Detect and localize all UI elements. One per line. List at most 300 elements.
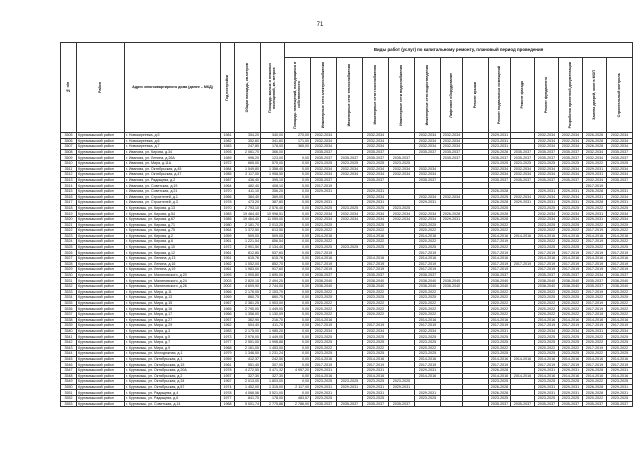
cell-work-period: 2032-2034 (607, 138, 633, 144)
cell-address: г. Куртамыш, ул. Октябрьская, д.15 (125, 362, 221, 368)
cell-work-period: 2014-2016 (489, 356, 511, 362)
cell-district: Куртамышский район (77, 183, 125, 189)
cell-work-period: 0,00 (285, 228, 311, 234)
cell-address: г. Куртамыш, ул. Малиновского, д.26 (125, 284, 221, 290)
cell-total-area: 615,76 (235, 256, 261, 262)
cell-work-period: 2029-2031 (535, 390, 559, 396)
cell-work-period: 2029-2031 (535, 367, 559, 373)
cell-address: г. Новокиреевка, д.7 (125, 144, 221, 150)
cell-year: 1983 (221, 211, 235, 217)
cell-total-area: 473,20 (235, 200, 261, 206)
cell-work-period: 2035-2037 (535, 401, 559, 407)
cell-work-period: 2017-2019 (583, 289, 607, 295)
cell-work-period: 2032-2034 (607, 172, 633, 178)
cell-work-period: 2032-2034 (363, 194, 389, 200)
cell-work-period: 2020-2022 (583, 339, 607, 345)
cell-work-period: 2020-2022 (415, 300, 441, 306)
cell-row-no: 3511 (61, 166, 77, 172)
cell-work-period: 2029-2031 (607, 200, 633, 206)
cell-work-period: 2023-2025 (559, 205, 583, 211)
cell-work-period: 2023-2025 (489, 205, 511, 211)
cell-work-period: 2023-2025 (311, 351, 337, 357)
cell-work-period: 2029-2031 (337, 384, 363, 390)
cell-work-period: 2029-2031 (535, 200, 559, 206)
cell-work-period: 483,57 (285, 395, 311, 401)
cell-work-period: 0,00 (285, 317, 311, 323)
cell-work-period: 0,00 (285, 390, 311, 396)
cell-address: г. Куртамыш, ул. Кирова, д.10 (125, 244, 221, 250)
cell-row-no: 3550 (61, 384, 77, 390)
cell-work-period: 2014-2016 (415, 356, 441, 362)
cell-work-period: 2038-2040 (489, 278, 511, 284)
cell-work-period: 2020-2022 (559, 300, 583, 306)
cell-work-period: 2020-2022 (489, 306, 511, 312)
cell-work-period: 2029-2031 (559, 200, 583, 206)
cell-total-area: 352,60 (235, 138, 261, 144)
table-row (61, 216, 633, 222)
cell-address: г. Куртамыш, ул. Радищева, д.4 (125, 390, 221, 396)
cell-residential-area: 1 358,40 (261, 166, 285, 172)
cell-work-period: 2026-2028 (583, 188, 607, 194)
cell-district: Куртамышский район (77, 133, 125, 139)
cell-work-period: 2017-2019 (511, 261, 535, 267)
cell-address: г. Иванова, ул. Строителей, д.1 (125, 194, 221, 200)
cell-work-period: 2017-2019 (363, 267, 389, 273)
cell-row-no: 3507 (61, 144, 77, 150)
cell-work-period: 2029-2031 (311, 367, 337, 373)
cell-work-period: 0,00 (285, 356, 311, 362)
cell-work-period: 2035-2037 (441, 149, 463, 155)
cell-total-area: 19 464,40 (235, 216, 261, 222)
cell-residential-area: 178,00 (261, 395, 285, 401)
cell-work-period: 2029-2031 (363, 367, 389, 373)
cell-work-period: 2023-2025 (535, 334, 559, 340)
cell-work-period: 2017-2019 (535, 267, 559, 273)
cell-work-period: 2029-2031 (363, 200, 389, 206)
cell-year: 1968 (221, 401, 235, 407)
cell-district: Куртамышский район (77, 166, 125, 172)
cell-work-period: 2017-2019 (363, 261, 389, 267)
cell-work-period: 2032-2034 (441, 138, 463, 144)
cell-work-period: 2017-2019 (583, 312, 607, 318)
cell-residential-area: 860,75 (261, 295, 285, 301)
cell-total-area: 2 551,00 (235, 339, 261, 345)
cell-work-period: 0,00 (285, 239, 311, 245)
cell-year: 1961 (221, 239, 235, 245)
cell-work-period: 2035-2037 (607, 401, 633, 407)
cell-row-no: 3547 (61, 367, 77, 373)
cell-work-period: 2014-2016 (363, 356, 389, 362)
cell-work-period: 0,00 (285, 256, 311, 262)
cell-work-period: 2023-2025 (559, 295, 583, 301)
cell-total-area: 860,75 (235, 295, 261, 301)
cell-district: Куртамышский район (77, 222, 125, 228)
cell-row-no: 3524 (61, 239, 77, 245)
cell-work-period: 2023-2025 (311, 205, 337, 211)
cell-work-period: 2017-2019 (583, 323, 607, 329)
cell-district: Куртамышский район (77, 200, 125, 206)
cell-residential-area: 341,60 (261, 138, 285, 144)
cell-work-period: 2035-2037 (583, 401, 607, 407)
cell-work-period: 2032-2034 (311, 166, 337, 172)
cell-work-period: 0,00 (285, 373, 311, 379)
cell-year: 1983 (221, 328, 235, 334)
cell-work-period: 2020-2022 (583, 395, 607, 401)
cell-work-period: 2017-2019 (535, 362, 559, 368)
cell-district: Куртамышский район (77, 284, 125, 290)
cell-work-period: 2017-2019 (311, 362, 337, 368)
cell-work-period: 2035-2037 (559, 155, 583, 161)
cell-work-period: 2017-2019 (415, 267, 441, 273)
cell-address: г. Куртамыш, ул. Мира, д.7 (125, 339, 221, 345)
cell-work-period: 2032-2034 (607, 216, 633, 222)
cell-work-period: 2023-2025 (363, 205, 389, 211)
cell-row-no: 3549 (61, 379, 77, 385)
cell-district: Куртамышский район (77, 384, 125, 390)
cell-residential-area: 1 803,00 (261, 379, 285, 385)
cell-work-period: 0,00 (285, 295, 311, 301)
header-district: Район (77, 43, 125, 133)
cell-work-period: 0,00 (285, 362, 311, 368)
cell-work-period: 2023-2025 (311, 379, 337, 385)
cell-residential-area: 1 449,00 (261, 334, 285, 340)
cell-year: 1977 (221, 395, 235, 401)
cell-work-period: 2020-2022 (559, 345, 583, 351)
cell-row-no: 3517 (61, 200, 77, 206)
cell-district: Куртамышский район (77, 339, 125, 345)
cell-row-no: 3505 (61, 133, 77, 139)
cell-district: Куртамышский район (77, 239, 125, 245)
cell-work-period: 2032-2034 (535, 211, 559, 217)
cell-work-period: 2017-2019 (489, 323, 511, 329)
cell-work-period: 2020-2022 (415, 228, 441, 234)
cell-work-period: 2020-2022 (363, 228, 389, 234)
cell-work-period: 2032-2034 (311, 328, 337, 334)
cell-work-period: 2014-2016 (415, 233, 441, 239)
cell-year: 1966 (221, 194, 235, 200)
cell-work-period: 2032-2034 (535, 172, 559, 178)
cell-year: 1972 (221, 244, 235, 250)
cell-work-period: 2029-2031 (489, 133, 511, 139)
cell-row-no: 3551 (61, 390, 77, 396)
cell-work-period: 2035-2037 (607, 177, 633, 183)
cell-work-period: 2029-2031 (583, 194, 607, 200)
cell-work-period: 2023-2031 (489, 138, 511, 144)
cell-work-period: 2023-2025 (559, 244, 583, 250)
cell-row-no: 3553 (61, 401, 77, 407)
cell-district: Куртамышский район (77, 356, 125, 362)
cell-work-period: 2038-2040 (489, 284, 511, 290)
cell-work-period: 2014-2016 (511, 373, 535, 379)
cell-year: 1978 (221, 390, 235, 396)
cell-work-period: 2020-2022 (583, 379, 607, 385)
cell-total-area: 4 272,55 (235, 367, 261, 373)
cell-total-area: 327,30 (235, 373, 261, 379)
cell-work-period: 2023-2025 (535, 295, 559, 301)
cell-address: г. Иванова, ул. Октябрьская, д.45 (125, 166, 221, 172)
cell-year: 1967 (221, 300, 235, 306)
cell-residential-area: 1 903,00 (261, 300, 285, 306)
cell-work-period: 2014-2016 (559, 317, 583, 323)
cell-work-period: 2029-2031 (489, 328, 511, 334)
cell-work-period: 2017-2019 (415, 323, 441, 329)
cell-year: 1970 (221, 188, 235, 194)
cell-address: г. Иванова, ул. Ленина, д.26А (125, 155, 221, 161)
cell-work-period: 2020-2022 (607, 300, 633, 306)
cell-work-period: 2017-2019 (535, 250, 559, 256)
cell-work-period: 2026-2028 (489, 384, 511, 390)
cell-work-period: 2020-2022 (583, 244, 607, 250)
cell-work-period: 2017-2019 (607, 323, 633, 329)
cell-work-period: 2023-2025 (535, 222, 559, 228)
cell-work-period: 2014-2016 (489, 256, 511, 262)
cell-work-period (463, 401, 489, 407)
cell-work-period: 0,00 (285, 155, 311, 161)
cell-residential-area: 1 231,24 (261, 351, 285, 357)
cell-work-period: 2014-2016 (311, 317, 337, 323)
cell-work-period: 2029-2031 (363, 390, 389, 396)
cell-district: Куртамышский район (77, 300, 125, 306)
cell-work-period: 2035-2037 (311, 177, 337, 183)
cell-work-period: 2020-2022 (311, 306, 337, 312)
cell-work-period: 2023-2025 (363, 351, 389, 357)
cell-work-period: 2020-2022 (415, 239, 441, 245)
table-row (61, 155, 633, 161)
cell-work-period: 2032-2034 (559, 133, 583, 139)
cell-work-period: 2020-2022 (311, 312, 337, 318)
cell-address: г. Куртамыш, ул. Мира, д.16 (125, 306, 221, 312)
cell-work-period: 2032-2034 (415, 166, 441, 172)
cell-work-period: 2035-2037 (511, 155, 535, 161)
cell-work-period: 2017-2019 (489, 362, 511, 368)
cell-total-area: 2 013,00 (235, 379, 261, 385)
cell-work-period: 2020-2022 (311, 289, 337, 295)
cell-work-period: 2014-2016 (511, 356, 535, 362)
cell-work-period: 2023-2025 (559, 160, 583, 166)
cell-district: Куртамышский район (77, 289, 125, 295)
cell-work-period: 2032-2034 (363, 211, 389, 217)
cell-work-period: 2023-2025 (489, 379, 511, 385)
cell-work-period: 2014-2016 (607, 356, 633, 362)
cell-address: г. Куртамыш, ул. Ленина, д.13 (125, 256, 221, 262)
cell-address: г. Куртамыш, ул. Мира, д.17 (125, 312, 221, 318)
cell-residential-area: 11 059,00 (261, 216, 285, 222)
cell-row-no: 3536 (61, 306, 77, 312)
cell-work-period: 2035-2037 (489, 272, 511, 278)
cell-work-period: 2023-2025 (311, 339, 337, 345)
cell-work-period: 2029-2031 (415, 200, 441, 206)
cell-work-period: 2023-2025 (337, 160, 363, 166)
cell-work-period: 2014-2016 (607, 256, 633, 262)
cell-work-period: 2032-2034 (389, 216, 415, 222)
cell-row-no: 3521 (61, 222, 77, 228)
cell-work-period: 2029-2031 (559, 188, 583, 194)
cell-total-area: 1 356,00 (235, 312, 261, 318)
cell-work-period: 2035-2037 (535, 272, 559, 278)
cell-work-period: 2020-2022 (607, 289, 633, 295)
cell-work-period: 2032-2034 (415, 138, 441, 144)
cell-year: 1959 (221, 356, 235, 362)
cell-work-period: 2029-2031 (583, 211, 607, 217)
cell-address: г. Куртамыш, ул. Октябрьская, д.20А (125, 367, 221, 373)
cell-total-area: 2 901,50 (235, 244, 261, 250)
cell-residential-area: 340,00 (261, 133, 285, 139)
cell-work-period: 2020-2022 (489, 222, 511, 228)
cell-work-period: 2035-2037 (511, 177, 535, 183)
cell-work-period: 2023-2025 (363, 295, 389, 301)
cell-work-period: 2032-2034 (441, 194, 463, 200)
cell-work-period: 2029-2031 (607, 367, 633, 373)
cell-district: Куртамышский район (77, 317, 125, 323)
cell-work-period: 0,00 (285, 284, 311, 290)
cell-district: Куртамышский район (77, 244, 125, 250)
header-work-type: Площадь помещений, находящихся в собственности (285, 58, 311, 133)
cell-year: 2002 (221, 284, 235, 290)
cell-work-period: 0,00 (285, 160, 311, 166)
cell-year: 1981 (221, 133, 235, 139)
cell-work-period: 2032-2034 (311, 172, 337, 178)
cell-residential-area: 509,00 (261, 233, 285, 239)
cell-year: 1978 (221, 367, 235, 373)
cell-work-period: 2038-2040 (415, 284, 441, 290)
cell-total-area: 384,40 (235, 194, 261, 200)
cell-address: г. Куртамыш, ул. Кирова, д.6 (125, 239, 221, 245)
cell-work-period: 2032-2034 (583, 155, 607, 161)
cell-work-period: 2023-2025 (489, 339, 511, 345)
cell-residential-area: 1 130,00 (261, 312, 285, 318)
cell-work-period: 2038-2040 (311, 284, 337, 290)
cell-work-period: 2014-2016 (489, 233, 511, 239)
cell-row-no: 3509 (61, 155, 77, 161)
cell-work-period: 0,00 (285, 205, 311, 211)
cell-row-no: 3539 (61, 323, 77, 329)
table-row (61, 205, 633, 211)
cell-row-no: 3545 (61, 356, 77, 362)
cell-residential-area: 369,00 (261, 194, 285, 200)
cell-district: Куртамышский район (77, 177, 125, 183)
cell-work-period: 2014-2016 (415, 373, 441, 379)
cell-work-period: 2032-2034 (511, 166, 535, 172)
cell-work-period: 2032-2034 (363, 166, 389, 172)
cell-work-period: 2035-2037 (511, 401, 535, 407)
cell-work-period: 2020-2022 (489, 244, 511, 250)
cell-work-period: 2029-2031 (311, 200, 337, 206)
cell-year: 1989 (221, 155, 235, 161)
cell-residential-area: 1 985,20 (261, 328, 285, 334)
cell-address: г. Куртамыш, ул. Мира, д.11 (125, 289, 221, 295)
cell-residential-area: 395,10 (261, 177, 285, 183)
cell-work-period: 2035-2037 (511, 149, 535, 155)
cell-work-period: 2017-2019 (363, 362, 389, 368)
cell-work-period: 2032-2034 (607, 194, 633, 200)
cell-work-period: 2017-2019 (559, 250, 583, 256)
cell-work-period: 2014-2016 (311, 233, 337, 239)
cell-work-period: 2023-2025 (489, 351, 511, 357)
cell-work-period: 2032-2034 (583, 149, 607, 155)
cell-work-period: 0,00 (285, 289, 311, 295)
cell-work-period: 2023-2025 (607, 295, 633, 301)
cell-row-no: 3534 (61, 295, 77, 301)
cell-year: 1972 (221, 160, 235, 166)
cell-row-no: 3513 (61, 177, 77, 183)
cell-work-period: 0,00 (285, 200, 311, 206)
cell-work-period: 2017-2019 (559, 323, 583, 329)
cell-work-period: 2014-2016 (415, 256, 441, 262)
cell-district: Куртамышский район (77, 278, 125, 284)
cell-work-period: 0,00 (285, 250, 311, 256)
cell-address: г. Куртамыш, ул. Октябрьская, д.34 (125, 379, 221, 385)
cell-work-period: 2026-2028 (489, 200, 511, 206)
cell-year: 1993 (221, 149, 235, 155)
cell-address: г. Иванова, ул. Строителей, д.3 (125, 200, 221, 206)
cell-work-period: 2023-2025 (363, 160, 389, 166)
cell-address: г. Куртамыш, ул. Радищева, д.6 (125, 395, 221, 401)
cell-work-period: 2032-2034 (559, 216, 583, 222)
cell-district: Куртамышский район (77, 373, 125, 379)
cell-work-period: 2035-2037 (583, 284, 607, 290)
cell-work-period: 2023-2025 (489, 160, 511, 166)
cell-work-period: 2023-2025 (489, 334, 511, 340)
cell-work-period: 2017-2019 (607, 261, 633, 267)
cell-work-period: 2032-2034 (415, 216, 441, 222)
table-row (61, 172, 633, 178)
cell-residential-area: 408,10 (261, 183, 285, 189)
cell-residential-area: 327,30 (261, 373, 285, 379)
cell-work-period: 2029-2031 (559, 384, 583, 390)
table-row (61, 166, 633, 172)
cell-work-period: 2035-2037 (389, 155, 415, 161)
cell-work-period: 2017-2019 (489, 239, 511, 245)
cell-district: Куртамышский район (77, 390, 125, 396)
cell-work-period: 2032-2034 (559, 166, 583, 172)
cell-work-period: 2032-2034 (363, 172, 389, 178)
cell-total-area: 1 452,00 (235, 384, 261, 390)
cell-work-period: 2029-2031 (583, 328, 607, 334)
cell-work-period: 2023-2025 (415, 334, 441, 340)
cell-work-period: 2026-2028 (489, 390, 511, 396)
cell-work-period: 2020-2022 (363, 300, 389, 306)
cell-work-period: 0,00 (285, 312, 311, 318)
header-work-type: Лифтовое оборудование (441, 58, 463, 133)
cell-work-period: 2023-2025 (559, 379, 583, 385)
cell-address: г. Куртамыш, ул. Кирова, д.2 (125, 233, 221, 239)
cell-work-period: 2020-2022 (311, 300, 337, 306)
cell-work-period: 2023-2031 (489, 144, 511, 150)
cell-row-no: 3542 (61, 339, 77, 345)
header-year-built: Год постройки (221, 43, 235, 133)
cell-work-period: 2032-2034 (535, 216, 559, 222)
cell-work-period: 0,00 (285, 261, 311, 267)
cell-work-period: 2032-2034 (559, 138, 583, 144)
header-work-type: Инженерные сети газоснабжения (363, 58, 389, 133)
cell-work-period: 2032-2034 (311, 144, 337, 150)
cell-work-period: 2029-2031 (535, 188, 559, 194)
cell-work-period: 0,00 (285, 194, 311, 200)
cell-work-period: 2032-2034 (415, 194, 441, 200)
cell-work-period: 2023-2025 (535, 160, 559, 166)
cell-work-period: 2032-2034 (559, 211, 583, 217)
cell-work-period: 2038-2040 (559, 278, 583, 284)
cell-work-period: 2 117,00 (285, 384, 311, 390)
cell-work-period: 2017-2019 (415, 261, 441, 267)
cell-work-period: 2035-2037 (363, 272, 389, 278)
cell-work-period: 0,00 (285, 300, 311, 306)
table-row (61, 160, 633, 166)
cell-work-period: 2023-2025 (559, 351, 583, 357)
cell-work-period: 2026-2028 (489, 216, 511, 222)
cell-residential-area: 1 453,00 (261, 345, 285, 351)
cell-total-area: 482,40 (235, 183, 261, 189)
